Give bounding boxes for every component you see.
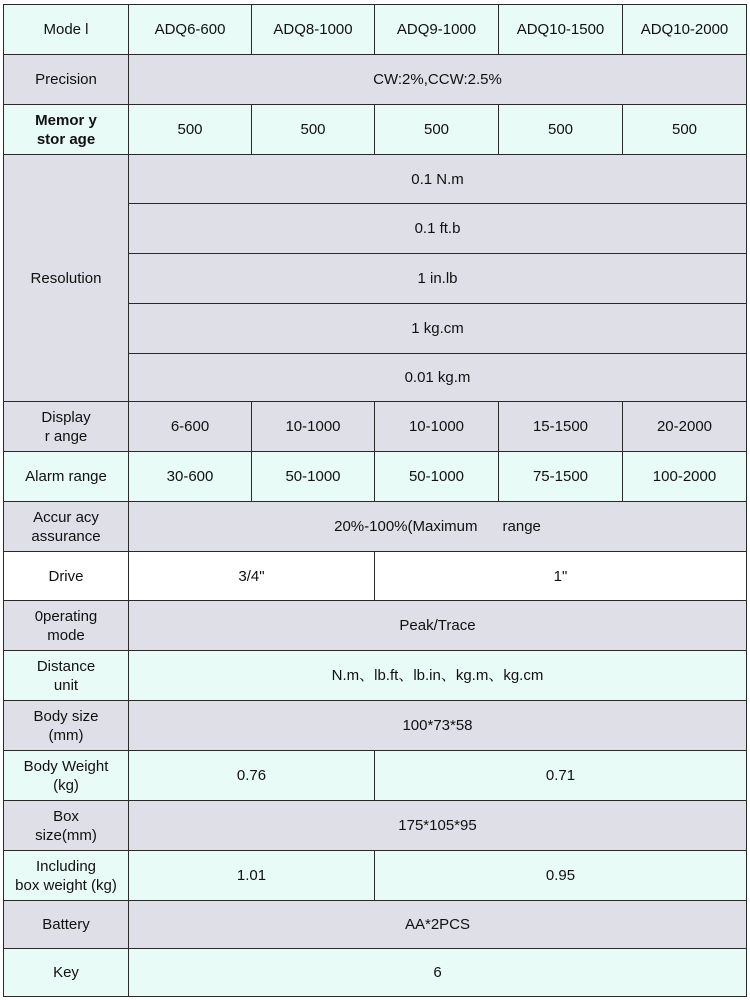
- alarm-range-label: Alarm range: [4, 452, 129, 502]
- body-weight-value: 0.71: [375, 751, 747, 801]
- memory-storage-value: 500: [252, 105, 375, 155]
- resolution-value: 0.1 N.m: [129, 155, 747, 204]
- alarm-range-value: 50-1000: [375, 452, 499, 502]
- box-weight-row: [4, 851, 747, 901]
- alarm-range-value: 75-1500: [499, 452, 623, 502]
- label-line: Distance: [36, 657, 96, 675]
- display-range-value: 6-600: [129, 402, 252, 452]
- alarm-range-value: 100-2000: [623, 452, 747, 502]
- body-weight-row: [4, 751, 747, 801]
- memory-storage-label: [4, 105, 129, 155]
- box-size-row: [4, 801, 747, 851]
- label-line: Body size: [33, 707, 99, 725]
- key-row: [4, 949, 747, 997]
- label-line: r ange: [44, 427, 88, 445]
- memory-storage-value: 500: [623, 105, 747, 155]
- body-weight-label: [4, 751, 129, 801]
- display-range-label: [4, 402, 129, 452]
- display-range-row: [4, 402, 747, 452]
- precision-label: Precision: [4, 55, 129, 105]
- label-line: Body Weight: [23, 757, 109, 775]
- box-weight-value: 1.01: [129, 851, 375, 901]
- label-line: mode: [47, 626, 85, 644]
- label-line: Display: [41, 408, 91, 426]
- key-value: 6: [129, 949, 747, 997]
- model-name: ADQ9-1000: [375, 5, 499, 55]
- operating-mode-label: [4, 601, 129, 651]
- model-name: ADQ8-1000: [252, 5, 375, 55]
- box-size-value: 175*105*95: [129, 801, 747, 851]
- resolution-value: 1 kg.cm: [129, 304, 747, 354]
- precision-value: CW:2%,CCW:2.5%: [129, 55, 747, 105]
- distance-unit-label: [4, 651, 129, 701]
- resolution-value: 1 in.lb: [129, 254, 747, 304]
- label-line: Box: [53, 807, 79, 825]
- distance-unit-value: N.m、lb.ft、lb.in、kg.m、kg.cm: [129, 651, 747, 701]
- memory-storage-value: 500: [129, 105, 252, 155]
- memory-storage-value: 500: [375, 105, 499, 155]
- body-size-row: [4, 701, 747, 751]
- model-name: ADQ10-1500: [499, 5, 623, 55]
- accuracy-assurance-value: 20%-100%(Maximum range: [129, 502, 747, 552]
- body-size-value: 100*73*58: [129, 701, 747, 751]
- model-name: ADQ10-2000: [623, 5, 747, 55]
- operating-mode-row: [4, 601, 747, 651]
- body-weight-value: 0.76: [129, 751, 375, 801]
- alarm-range-value: 30-600: [129, 452, 252, 502]
- model-label: Mode l: [4, 5, 129, 55]
- precision-row: [4, 55, 747, 105]
- label-line: Memor y: [35, 111, 97, 129]
- label-line: stor age: [36, 130, 96, 148]
- label-line: box weight (kg): [15, 876, 117, 894]
- alarm-range-value: 50-1000: [252, 452, 375, 502]
- spec-table: [3, 4, 747, 997]
- label-line: (mm): [48, 726, 84, 744]
- label-line: 0perating: [34, 607, 98, 625]
- battery-value: AA*2PCS: [129, 901, 747, 949]
- model-name: ADQ6-600: [129, 5, 252, 55]
- box-weight-value: 0.95: [375, 851, 747, 901]
- label-line: unit: [53, 676, 79, 694]
- box-size-label: [4, 801, 129, 851]
- resolution-value: 0.1 ft.b: [129, 204, 747, 254]
- display-range-value: 10-1000: [375, 402, 499, 452]
- accuracy-assurance-row: [4, 502, 747, 552]
- box-weight-label: [4, 851, 129, 901]
- label-line: size(mm): [35, 826, 97, 844]
- drive-value: 3/4": [129, 552, 375, 601]
- label-line: Including: [35, 857, 97, 875]
- battery-label: Battery: [4, 901, 129, 949]
- operating-mode-value: Peak/Trace: [129, 601, 747, 651]
- label-line: assurance: [31, 527, 101, 545]
- display-range-value: 15-1500: [499, 402, 623, 452]
- battery-row: [4, 901, 747, 949]
- display-range-value: 20-2000: [623, 402, 747, 452]
- resolution-label: Resolution: [4, 155, 129, 402]
- model-row: [4, 5, 747, 55]
- key-label: Key: [4, 949, 129, 997]
- resolution-value: 0.01 kg.m: [129, 354, 747, 402]
- body-size-label: [4, 701, 129, 751]
- label-line: Accur acy: [33, 508, 99, 526]
- distance-unit-row: [4, 651, 747, 701]
- label-line: (kg): [53, 776, 79, 794]
- drive-value: 1": [375, 552, 747, 601]
- accuracy-assurance-label: [4, 502, 129, 552]
- memory-storage-value: 500: [499, 105, 623, 155]
- drive-row: [4, 552, 747, 601]
- memory-storage-row: [4, 105, 747, 155]
- alarm-range-row: [4, 452, 747, 502]
- drive-label: Drive: [4, 552, 129, 601]
- display-range-value: 10-1000: [252, 402, 375, 452]
- resolution-row: [4, 155, 747, 204]
